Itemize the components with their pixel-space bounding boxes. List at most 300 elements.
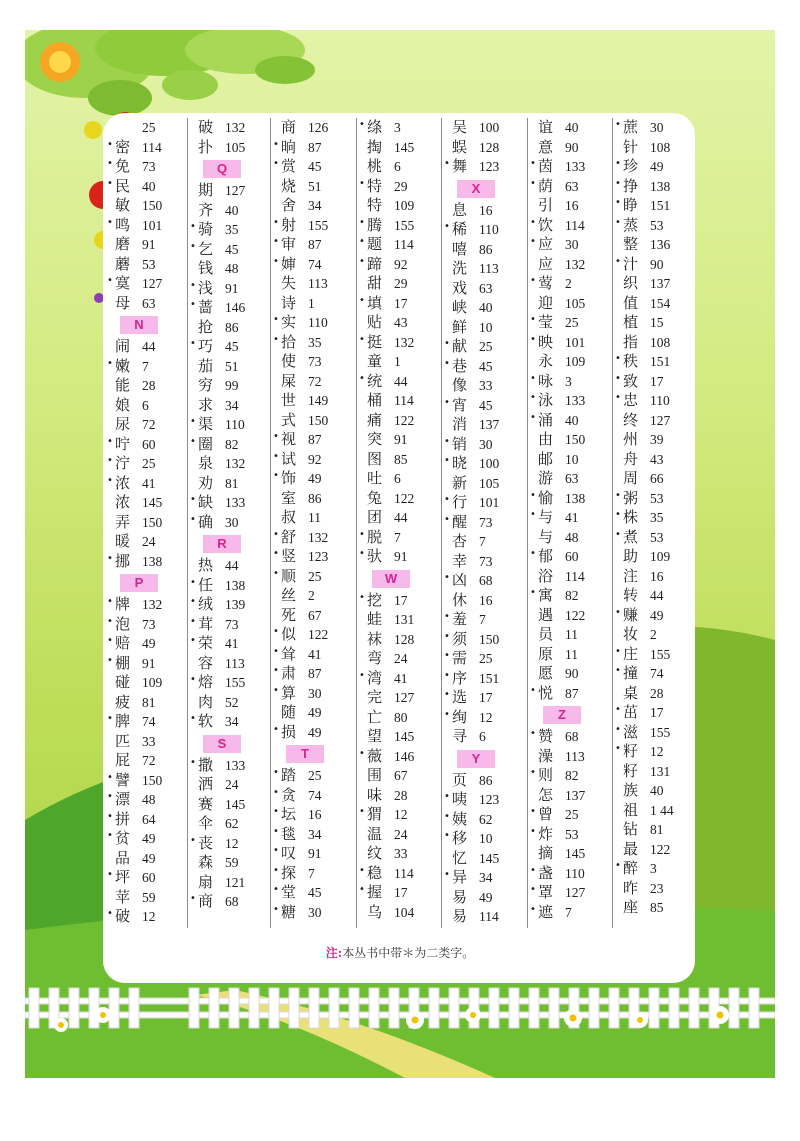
entry-character: 渠	[198, 415, 214, 433]
entry-page-number: 33	[142, 733, 156, 749]
index-entry	[188, 337, 270, 357]
index-entry	[528, 805, 610, 825]
index-entry	[271, 664, 353, 684]
index-entry	[613, 216, 695, 236]
entry-page-number: 66	[650, 471, 664, 486]
second-class-marker: •	[530, 333, 536, 345]
entry-page-number: 138	[142, 553, 163, 569]
entry-character: 围	[367, 766, 383, 784]
second-class-marker: •	[444, 650, 450, 661]
letter-heading	[528, 703, 610, 727]
second-class-marker: •	[107, 615, 113, 627]
index-entry	[442, 868, 524, 888]
second-class-marker: •	[273, 645, 279, 657]
index-entry	[442, 688, 524, 708]
index-entry	[105, 118, 187, 138]
entry-page-number: 121	[225, 874, 246, 890]
second-class-marker: •	[107, 771, 113, 783]
entry-character: 亡	[367, 707, 383, 726]
letter-heading	[188, 532, 270, 556]
entry-page-number: 81	[142, 694, 156, 710]
entry-character: 猬	[367, 805, 383, 823]
entry-character: 似	[281, 625, 297, 643]
second-class-marker: •	[530, 177, 536, 189]
entry-character: 煮	[623, 527, 639, 546]
second-class-marker: •	[273, 450, 279, 462]
entry-page-number: 34	[479, 870, 493, 885]
index-entry	[357, 805, 439, 825]
entry-character: 圈	[198, 434, 214, 453]
entry-page-number: 67	[308, 607, 322, 623]
entry-page-number: 114	[394, 393, 414, 408]
entry-character: 味	[367, 785, 383, 804]
entry-character: 消	[452, 415, 468, 433]
entry-page-number: 28	[650, 685, 664, 701]
index-entry	[271, 844, 353, 864]
second-class-marker: •	[273, 684, 279, 696]
entry-character: 昨	[623, 878, 639, 897]
entry-character: 浴	[538, 566, 554, 585]
entry-character: 闹	[115, 337, 131, 355]
entry-page-number: 53	[142, 256, 156, 272]
second-class-marker: •	[615, 860, 621, 871]
entry-character: 磨	[115, 235, 131, 253]
index-column-1	[105, 118, 187, 927]
entry-page-number: 155	[650, 724, 671, 740]
index-entry	[105, 396, 187, 416]
entry-character: 洒	[198, 775, 214, 793]
index-entry	[105, 177, 187, 197]
index-entry	[528, 313, 610, 333]
entry-character: 饮	[538, 215, 554, 234]
footnote-text: 本丛书中带＊为二类字。	[342, 946, 475, 960]
index-entry	[528, 274, 610, 294]
entry-page-number: 3	[394, 120, 401, 135]
second-class-marker: •	[615, 509, 621, 520]
index-entry	[613, 742, 695, 762]
entry-page-number: 138	[565, 490, 586, 506]
entry-character: 泞	[115, 454, 131, 472]
index-entry	[105, 595, 187, 615]
entry-page-number: 41	[308, 646, 322, 662]
entry-page-number: 74	[308, 787, 322, 803]
index-entry	[105, 274, 187, 294]
entry-character: 掏	[367, 137, 383, 156]
entry-character: 饰	[281, 469, 297, 487]
entry-page-number: 59	[142, 889, 156, 905]
entry-character: 舒	[281, 527, 297, 546]
second-class-marker: •	[444, 791, 450, 802]
second-class-marker: •	[530, 587, 536, 598]
index-entry	[271, 586, 353, 606]
index-entry	[105, 157, 187, 177]
index-entry	[271, 903, 353, 923]
entry-page-number: 41	[225, 636, 239, 651]
second-class-marker: •	[530, 236, 536, 247]
entry-page-number: 123	[308, 549, 329, 564]
second-class-marker: •	[615, 704, 621, 715]
entry-page-number: 53	[650, 490, 664, 506]
entry-page-number: 109	[142, 675, 163, 690]
entry-page-number: 80	[394, 709, 408, 725]
entry-page-number: 109	[565, 354, 586, 369]
entry-page-number: 132	[142, 597, 163, 612]
entry-page-number: 53	[565, 826, 579, 842]
entry-character: 座	[623, 898, 639, 916]
second-class-marker: •	[530, 372, 536, 384]
entry-character: 籽	[623, 761, 639, 780]
entry-character: 籽	[623, 742, 639, 760]
entry-character: 撞	[623, 664, 639, 682]
entry-page-number: 133	[565, 393, 586, 408]
index-entry	[442, 849, 524, 869]
index-entry	[188, 556, 270, 576]
entry-page-number: 91	[225, 280, 239, 296]
index-entry	[188, 201, 270, 221]
entry-page-number: 44	[650, 588, 664, 603]
index-entry	[528, 903, 610, 923]
second-class-marker: •	[615, 489, 621, 501]
entry-character: 永	[538, 352, 554, 370]
second-class-marker: •	[273, 158, 279, 169]
index-entry	[271, 645, 353, 665]
entry-character: 撒	[198, 755, 214, 774]
entry-character: 探	[281, 863, 297, 882]
second-class-marker: •	[530, 684, 536, 696]
entry-character: 实	[281, 313, 297, 331]
second-class-marker: •	[273, 333, 279, 345]
index-entry	[105, 712, 187, 732]
entry-page-number: 151	[650, 198, 671, 213]
index-entry	[357, 469, 439, 489]
letter-heading-label: W	[372, 570, 410, 588]
index-entry	[613, 352, 695, 372]
second-class-marker: •	[359, 216, 365, 228]
index-entry	[105, 513, 187, 533]
entry-page-number: 74	[142, 714, 156, 729]
entry-page-number: 110	[308, 315, 328, 330]
second-class-marker: •	[444, 338, 450, 349]
entry-character: 盏	[538, 863, 554, 882]
index-entry	[188, 756, 270, 776]
second-class-marker: •	[107, 216, 113, 228]
entry-page-number: 113	[565, 748, 585, 764]
entry-page-number: 34	[308, 198, 322, 213]
index-entry	[442, 552, 524, 572]
entry-page-number: 49	[142, 636, 156, 651]
entry-character: 屁	[115, 751, 131, 769]
entry-page-number: 25	[142, 456, 156, 471]
second-class-marker: •	[444, 494, 450, 505]
index-entry	[528, 606, 610, 626]
entry-page-number: 73	[479, 514, 493, 530]
entry-page-number: 86	[479, 241, 493, 257]
entry-character: 原	[538, 644, 554, 663]
index-entry	[105, 615, 187, 635]
second-class-marker: •	[273, 216, 279, 228]
index-entry	[271, 372, 353, 392]
entry-character: 族	[623, 781, 639, 799]
entry-character: 抢	[198, 317, 214, 336]
second-class-marker: •	[615, 372, 621, 384]
entry-page-number: 104	[394, 904, 415, 920]
index-entry	[271, 391, 353, 411]
entry-page-number: 40	[650, 783, 664, 798]
second-class-marker: •	[273, 431, 279, 442]
entry-character: 袜	[367, 629, 383, 648]
index-entry	[613, 606, 695, 626]
entry-page-number: 34	[225, 714, 239, 729]
entry-character: 蔷	[198, 298, 214, 316]
second-class-marker: •	[359, 119, 365, 130]
entry-character: 森	[198, 853, 214, 871]
second-class-marker: •	[359, 236, 365, 247]
entry-character: 薇	[367, 746, 383, 765]
index-entry	[105, 532, 187, 552]
entry-character: 譬	[115, 770, 131, 789]
entry-character: 挖	[367, 590, 383, 609]
entry-page-number: 49	[650, 607, 664, 623]
entry-character: 粥	[623, 488, 639, 507]
entry-character: 驮	[367, 547, 383, 565]
entry-page-number: 122	[394, 490, 415, 506]
entry-character: 泉	[198, 454, 214, 472]
index-entry	[357, 591, 439, 611]
entry-page-number: 72	[308, 373, 322, 389]
second-class-marker: •	[615, 392, 621, 403]
second-class-marker: •	[273, 236, 279, 247]
entry-character: 洗	[452, 259, 468, 277]
entry-page-number: 17	[394, 295, 408, 311]
index-entry	[442, 201, 524, 221]
entry-character: 兔	[367, 488, 383, 507]
entry-page-number: 12	[225, 835, 239, 851]
index-entry	[188, 474, 270, 494]
index-entry	[105, 357, 187, 377]
entry-page-number: 16	[479, 202, 493, 218]
sun-flower	[40, 42, 80, 82]
second-class-marker: •	[273, 548, 279, 559]
entry-page-number: 105	[225, 139, 246, 155]
index-entry	[442, 435, 524, 455]
second-class-marker: •	[190, 494, 196, 505]
index-entry	[105, 907, 187, 927]
entry-character: 页	[452, 770, 468, 789]
entry-character: 审	[281, 235, 297, 253]
entry-character: 株	[623, 508, 639, 526]
entry-page-number: 35	[308, 334, 322, 350]
index-entry	[188, 259, 270, 279]
second-class-marker: •	[273, 314, 279, 325]
entry-page-number: 45	[225, 339, 239, 354]
entry-character: 弯	[367, 649, 383, 667]
second-class-marker: •	[190, 596, 196, 607]
entry-character: 转	[623, 586, 639, 604]
entry-page-number: 17	[479, 690, 493, 705]
entry-character: 赔	[115, 634, 131, 652]
index-entry	[442, 771, 524, 791]
entry-character: 童	[367, 352, 383, 370]
entry-page-number: 40	[565, 412, 579, 428]
entry-character: 扑	[198, 137, 214, 156]
entry-character: 醒	[452, 512, 468, 531]
index-entry	[188, 673, 270, 693]
entry-character: 屎	[281, 371, 297, 390]
entry-page-number: 1	[394, 354, 401, 369]
entry-page-number: 91	[308, 846, 322, 861]
entry-page-number: 90	[565, 139, 579, 155]
entry-character: 荫	[538, 176, 554, 195]
entry-page-number: 49	[479, 889, 493, 905]
index-entry	[357, 157, 439, 177]
second-class-marker: •	[444, 810, 450, 822]
index-entry	[442, 396, 524, 416]
entry-character: 坛	[281, 805, 297, 823]
entry-character: 寞	[115, 274, 131, 292]
entry-character: 宵	[452, 395, 468, 414]
entry-page-number: 11	[565, 627, 578, 642]
second-class-marker: •	[530, 509, 536, 520]
entry-character: 应	[538, 254, 554, 273]
index-entry	[613, 235, 695, 255]
index-entry	[528, 196, 610, 216]
entry-page-number: 15	[650, 315, 664, 330]
index-entry	[271, 333, 353, 353]
index-entry	[613, 586, 695, 606]
entry-page-number: 48	[565, 529, 579, 545]
letter-heading-label: P	[120, 574, 158, 592]
index-entry	[528, 766, 610, 786]
entry-page-number: 2	[650, 627, 657, 642]
entry-page-number: 48	[142, 792, 156, 807]
entry-page-number: 128	[394, 631, 415, 647]
entry-character: 选	[452, 688, 468, 706]
entry-page-number: 43	[394, 315, 408, 330]
index-entry	[442, 790, 524, 810]
index-entry	[105, 294, 187, 314]
second-class-marker: •	[530, 884, 536, 895]
entry-character: 稳	[367, 863, 383, 882]
entry-page-number: 16	[308, 807, 322, 822]
index-entry	[613, 781, 695, 801]
second-class-marker: •	[190, 756, 196, 768]
entry-page-number: 53	[650, 217, 664, 233]
index-entry	[105, 868, 187, 888]
entry-page-number: 63	[565, 471, 579, 486]
entry-page-number: 10	[565, 451, 579, 467]
entry-page-number: 17	[394, 592, 408, 608]
index-entry	[528, 747, 610, 767]
entry-character: 娘	[115, 395, 131, 414]
entry-page-number: 91	[142, 237, 156, 252]
entry-character: 息	[452, 200, 468, 219]
entry-character: 免	[115, 157, 131, 175]
index-entry	[105, 493, 187, 513]
entry-character: 巧	[198, 337, 214, 355]
entry-page-number: 25	[308, 568, 322, 584]
index-entry	[528, 177, 610, 197]
second-class-marker: •	[273, 138, 279, 150]
entry-page-number: 113	[308, 276, 328, 291]
entry-page-number: 25	[479, 339, 493, 354]
entry-character: 毯	[281, 824, 297, 843]
entry-character: 缺	[198, 493, 214, 511]
entry-page-number: 39	[650, 432, 664, 447]
index-entry	[357, 547, 439, 567]
index-entry	[613, 196, 695, 216]
index-entry	[442, 279, 524, 299]
entry-character: 贴	[367, 313, 383, 331]
second-class-marker: •	[273, 864, 279, 876]
index-entry	[613, 684, 695, 704]
entry-page-number: 10	[479, 319, 493, 335]
entry-page-number: 43	[650, 451, 664, 467]
second-class-marker: •	[273, 884, 279, 895]
entry-page-number: 41	[565, 510, 579, 525]
entry-page-number: 150	[308, 412, 329, 428]
entry-page-number: 3	[650, 861, 657, 876]
second-class-marker: •	[359, 747, 365, 759]
entry-character: 挣	[623, 176, 639, 195]
entry-character: 休	[452, 590, 468, 609]
entry-page-number: 145	[479, 850, 500, 866]
second-class-marker: •	[190, 299, 196, 310]
second-class-marker: •	[359, 333, 365, 345]
entry-character: 莹	[538, 313, 554, 331]
entry-page-number: 155	[308, 217, 329, 233]
entry-page-number: 24	[394, 651, 408, 666]
second-class-marker: •	[444, 396, 450, 408]
index-entry	[528, 786, 610, 806]
entry-page-number: 137	[565, 787, 586, 803]
entry-character: 完	[367, 688, 383, 706]
entry-character: 脾	[115, 712, 131, 730]
index-entry	[188, 415, 270, 435]
index-entry	[271, 352, 353, 372]
entry-page-number: 151	[479, 670, 500, 686]
entry-page-number: 10	[479, 831, 493, 846]
index-entry	[188, 576, 270, 596]
entry-character: 挺	[367, 332, 383, 351]
letter-heading-label: N	[120, 316, 158, 334]
entry-page-number: 126	[308, 120, 329, 135]
entry-character: 戏	[452, 278, 468, 297]
second-class-marker: •	[615, 353, 621, 364]
entry-character: 堂	[281, 883, 297, 901]
entry-character: 婶	[281, 254, 297, 273]
entry-character: 值	[623, 293, 639, 312]
entry-character: 谊	[538, 118, 554, 136]
entry-character: 牌	[115, 595, 131, 613]
entry-page-number: 16	[565, 198, 579, 213]
entry-page-number: 101	[142, 217, 163, 233]
entry-character: 遮	[538, 902, 554, 921]
entry-character: 蘑	[115, 254, 131, 273]
index-entry	[105, 216, 187, 236]
entry-page-number: 12	[394, 807, 408, 822]
index-entry	[188, 795, 270, 815]
entry-character: 醉	[623, 859, 639, 877]
index-entry	[188, 298, 270, 318]
second-class-marker: •	[359, 548, 365, 559]
entry-page-number: 110	[225, 417, 245, 432]
entry-page-number: 62	[479, 811, 493, 827]
entry-page-number: 146	[225, 300, 246, 315]
letter-heading	[442, 747, 524, 771]
index-entry	[271, 313, 353, 333]
entry-character: 品	[115, 848, 131, 867]
entry-page-number: 127	[394, 690, 415, 705]
